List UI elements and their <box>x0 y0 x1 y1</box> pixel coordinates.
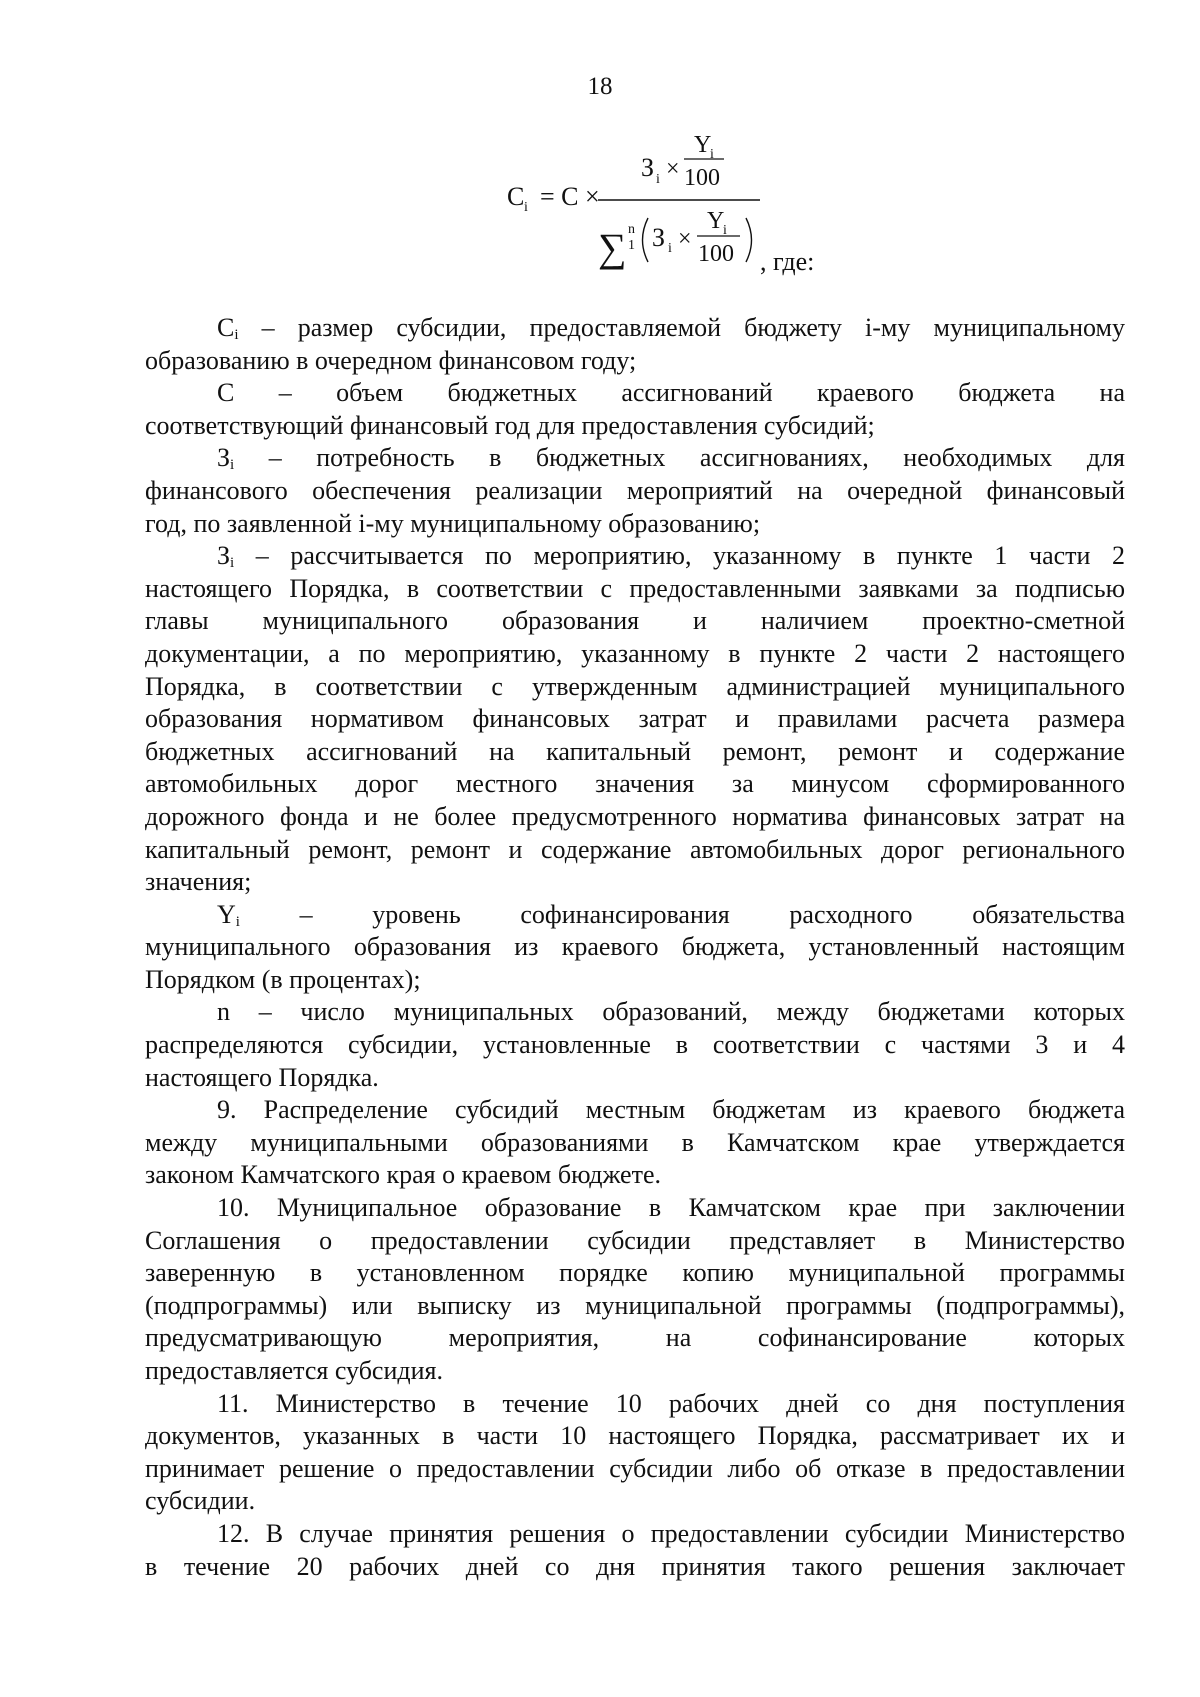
sum-symbol: ∑ <box>598 225 627 270</box>
denominator-y-sub: i <box>723 223 727 238</box>
numerator-hundred: 100 <box>684 165 720 191</box>
left-paren <box>643 218 649 262</box>
para-line: Порядком (в процентах); <box>145 964 421 994</box>
definition-yi <box>145 899 1125 997</box>
para-line: предусматривающую мероприятия, на софинансирование которых <box>145 1323 1125 1353</box>
para-line: главы муниципального образования и наличием проектно-сметной <box>145 606 1125 636</box>
symbol: Y <box>217 899 236 929</box>
formula-where: , где: <box>760 247 815 276</box>
para-first-line: 11. Министерство в течение 10 рабочих дней со дня поступления <box>217 1388 1125 1418</box>
first-line-text: – уровень софинансирования расходного обязательства <box>239 899 1125 929</box>
para-line: муниципального образования из краевого бюджета, установленный настоящим <box>145 932 1125 962</box>
numerator-z: З <box>641 153 655 182</box>
para-line: бюджетных ассигнований на капитальный ремонт, ремонт и содержание <box>145 736 1125 766</box>
para-line: субсидии. <box>145 1486 256 1516</box>
para-line: принимает решение о предоставлении субсидии либо об отказе в предоставлении <box>145 1453 1125 1483</box>
page-number: 18 <box>587 73 613 100</box>
para-line: документов, указанных в части 10 настоящего Порядка, рассматривает их и <box>145 1421 1125 1451</box>
symbol: З <box>217 443 231 473</box>
formula-lhs: C <box>507 182 525 211</box>
para-line: настоящего Порядка, в соответствии с предоставленными заявками за подписью <box>145 573 1125 603</box>
para-line: документации, а по мероприятию, указанному в пункте 2 части 2 настоящего <box>145 638 1125 668</box>
para-line: между муниципальными образованиями в Камчатском крае утверждается <box>145 1127 1125 1157</box>
clause-9 <box>145 1094 1125 1192</box>
definition-ci <box>145 312 1125 377</box>
para-first-line: 10. Муниципальное образование в Камчатском крае при заключении <box>217 1193 1125 1223</box>
numerator-y-sub: i <box>710 147 714 162</box>
subsidy-formula <box>0 128 1200 278</box>
formula-equals-c-times: = C × <box>540 182 600 211</box>
para-line: заверенную в установленном порядке копию муниципальной программы <box>145 1258 1125 1288</box>
denominator-z: З <box>652 223 666 252</box>
first-line-text: – потребность в бюджетных ассигнованиях, необходимых для <box>234 443 1125 473</box>
symbol-sub: i <box>230 555 235 572</box>
para-line: распределяются субсидии, установленные в соответствии с частями 3 и 4 <box>145 1030 1125 1060</box>
para-line: (подпрограммы) или выписку из муниципальной программы (подпрограммы), <box>145 1290 1125 1320</box>
sum-sub: 1 <box>628 238 635 253</box>
para-line: предоставляется субсидия. <box>145 1356 443 1385</box>
para-first-line: 12. В случае принятия решения о предоставлении субсидии Министерство <box>217 1518 1125 1548</box>
para-line: год, по заявленной i-му муниципальному образованию; <box>145 508 761 538</box>
clause-11 <box>145 1388 1125 1518</box>
definition-c <box>145 377 1125 442</box>
para-line: образованию в очередном финансовом году; <box>145 345 637 375</box>
para-line: законом Камчатского края о краевом бюджете. <box>145 1160 662 1190</box>
clause-12 <box>145 1518 1125 1583</box>
para-first-line <box>145 899 1125 932</box>
para-line: Соглашения о предоставлении субсидии представляет в Министерство <box>145 1225 1125 1255</box>
right-paren <box>746 218 752 262</box>
numerator-times: × <box>666 156 680 182</box>
para-first-line <box>145 442 1125 475</box>
document-body <box>145 312 1125 1583</box>
definition-n <box>145 996 1125 1094</box>
definition-zi-calc <box>145 540 1125 899</box>
numerator-z-sub: i <box>656 172 660 187</box>
numerator-y: Y <box>694 132 712 158</box>
symbol-sub: i <box>230 457 235 474</box>
para-line: капитальный ремонт, ремонт и содержание автомобильных дорог регионального <box>145 834 1125 864</box>
symbol-sub: i <box>234 327 239 343</box>
formula-graphic <box>0 128 1200 278</box>
para-line: настоящего Порядка. <box>145 1062 379 1092</box>
denominator-times: × <box>678 226 692 252</box>
symbol: З <box>217 541 231 571</box>
para-first-line <box>145 312 1125 345</box>
para-line: соответствующий финансовый год для предоставления субсидий; <box>145 410 875 440</box>
para-line: образования нормативом финансовых затрат и правилами расчета размера <box>145 704 1125 734</box>
symbol: C <box>217 313 235 342</box>
para-line: Порядка, в соответствии с утвержденным администрацией муниципального <box>145 671 1125 701</box>
para-line: автомобильных дорог местного значения за минусом сформированного <box>145 769 1125 799</box>
clause-10 <box>145 1192 1125 1388</box>
para-line: в течение 20 рабочих дней со дня принятия такого решения заключает <box>145 1551 1125 1581</box>
definition-zi-need <box>145 442 1125 540</box>
para-line: дорожного фонда и не более предусмотренного норматива финансовых затрат на <box>145 801 1125 831</box>
para-first-line: n – число муниципальных образований, между бюджетами которых <box>217 997 1125 1027</box>
denominator-y: Y <box>707 208 725 234</box>
first-line-text: – рассчитывается по мероприятию, указанному в пункте 1 части 2 <box>234 541 1125 571</box>
denominator-hundred: 100 <box>698 241 734 267</box>
symbol-sub: i <box>235 913 240 930</box>
sum-sup: n <box>628 222 635 237</box>
formula-lhs-sub: i <box>524 200 528 215</box>
first-line-text: – размер субсидии, предоставляемой бюджету i-му муниципальному <box>238 313 1125 342</box>
para-first-line: 9. Распределение субсидий местным бюджетам из краевого бюджета <box>217 1095 1125 1125</box>
denominator-z-sub: i <box>668 241 672 256</box>
para-first-line: С – объем бюджетных ассигнований краевого бюджета на <box>217 378 1125 408</box>
para-line: финансового обеспечения реализации мероприятий на очередной финансовый <box>145 475 1125 505</box>
para-first-line <box>145 540 1125 573</box>
para-line: значения; <box>145 867 252 897</box>
